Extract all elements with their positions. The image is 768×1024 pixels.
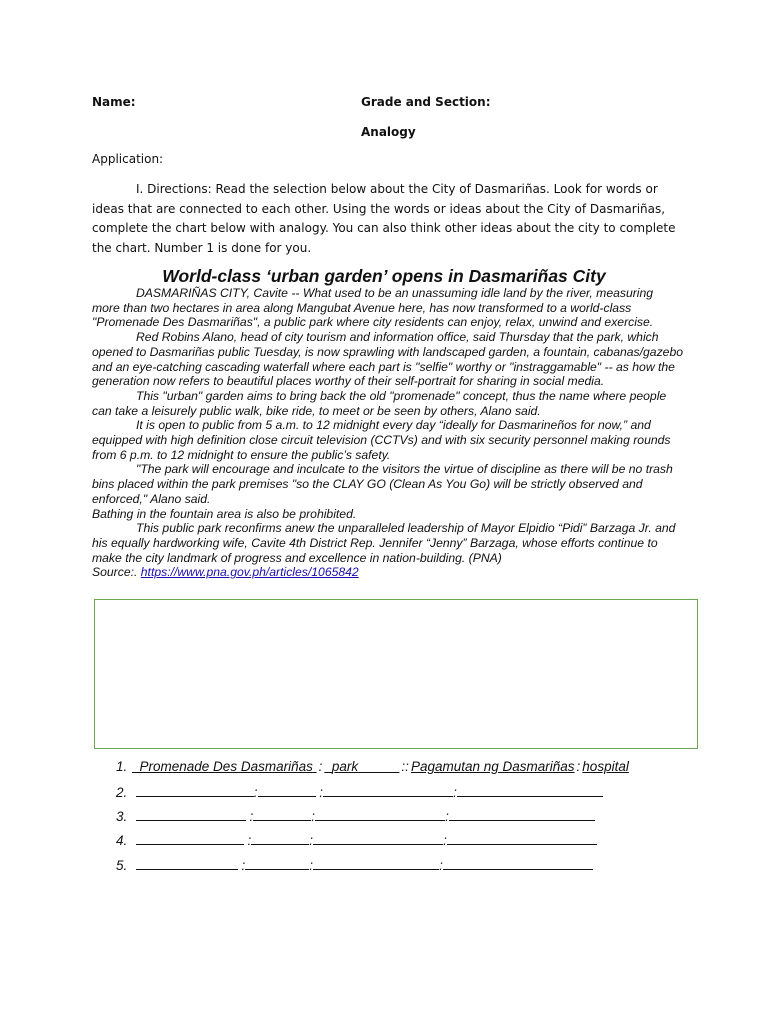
analogy-term-b: park (331, 759, 359, 774)
analogy-chart-box[interactable] (94, 599, 698, 749)
analogy-separator: : (318, 759, 323, 774)
analogy-row-2 (116, 784, 603, 800)
analogy-row-3 (116, 808, 595, 824)
answer-blank[interactable] (313, 832, 443, 845)
row-number: 1. (116, 759, 128, 774)
article-paragraph: This "urban" garden aims to bring back the old "promenade" concept, thus the name where people can take a leisurely public walk, bike ride, to meet or be seen by others, Alano said. (92, 388, 667, 418)
analogy-separator: : (576, 759, 581, 774)
analogy-separator: : (319, 785, 324, 800)
analogy-separator: : (249, 809, 254, 824)
row-number: 3. (116, 809, 128, 824)
row-number: 5. (116, 858, 128, 873)
grade-section-label: Grade and Section: (361, 95, 491, 109)
analogy-separator: : (253, 785, 258, 800)
analogy-term-d: hospital (582, 759, 629, 774)
article-paragraph: It is open to public from 5 a.m. to 12 midnight every day “ideally for Dasmarineños for now,” and equipped with high definition close circuit television (CCTVs) and with six security personnel making rounds from 6 p.m. to 12 midnight to ensure the public’s safety. (92, 418, 671, 462)
analogy-separator: :: (401, 759, 409, 774)
analogy-term-c: Pagamutan ng Dasmariñas (410, 759, 575, 774)
analogy-separator: : (309, 858, 314, 873)
row-number: 4. (116, 833, 128, 848)
answer-blank[interactable] (313, 857, 439, 870)
name-label: Name: (92, 95, 136, 109)
application-label: Application: (92, 152, 164, 166)
analogy-separator: : (309, 833, 314, 848)
answer-blank[interactable] (251, 832, 309, 845)
article-paragraph: This public park reconfirms anew the unparalleled leadership of Mayor Elpidio “Pidi” Barzaga Jr. and his equally hardworking wife, Cavite 4th District Rep. Jennifer “Jenny” Barzaga, whose efforts continue to make the city landmark of progress and excellence in nation-building. (PNA) (92, 521, 676, 565)
worksheet-title: Analogy (361, 125, 416, 139)
analogy-separator: : (439, 858, 443, 873)
answer-blank[interactable] (258, 784, 316, 797)
analogy-separator: : (443, 833, 447, 848)
analogy-separator: : (311, 809, 316, 824)
analogy-row-4 (116, 832, 597, 848)
source-link[interactable]: https://www.pna.gov.ph/articles/1065842 (140, 565, 359, 580)
analogy-separator: : (445, 809, 449, 824)
analogy-separator: : (247, 833, 252, 848)
row-number: 2. (116, 785, 128, 800)
answer-blank[interactable] (253, 808, 311, 821)
analogy-row-1 (116, 759, 629, 774)
analogy-row-5 (116, 857, 593, 873)
article-title: World-class ‘urban garden’ opens in Dasmariñas City (162, 266, 606, 286)
answer-blank[interactable] (136, 832, 244, 845)
analogy-separator: : (241, 858, 246, 873)
analogy-term-a: Promenade Des Dasmariñas (139, 759, 313, 774)
answer-blank[interactable] (136, 784, 254, 797)
answer-blank[interactable] (315, 808, 445, 821)
answer-blank[interactable] (447, 832, 597, 845)
answer-blank[interactable] (457, 784, 603, 797)
source-line (92, 565, 684, 580)
article-paragraph: DASMARIÑAS CITY, Cavite -- What used to be an unassuming idle land by the river, measuring more than two hectares in area along Mangubat Avenue here, has now transformed to a world-class "Promenade Des Dasmariñas", a public park where city residents can enjoy, relax, unwind and exercise. (92, 286, 654, 330)
answer-blank[interactable] (136, 808, 246, 821)
answer-blank[interactable] (449, 808, 595, 821)
answer-blank[interactable] (245, 857, 309, 870)
answer-blank[interactable] (443, 857, 593, 870)
directions-text: I. Directions: Read the selection below about the City of Dasmariñas. Look for words or ideas that are connected to each other. Using the words or ideas about the City of Dasmariñas, complete the chart below with analogy. You can also think other ideas about the city to complete the chart. Number 1 is done for you. (92, 182, 676, 255)
article-body (92, 286, 684, 580)
article-paragraph: Bathing in the fountain area is also be prohibited. (92, 506, 357, 521)
analogy-separator: : (453, 785, 457, 800)
source-label: Source:. (92, 565, 138, 580)
article-paragraph: Red Robins Alano, head of city tourism and information office, said Thursday that the park, which opened to Dasmariñas public Tuesday, is now sprawling with landscaped garden, a fountain, cabanas/gazebo and an eye-catching cascading waterfall where each part is "selfie" worthy or "instraggamable" -- as how the generation now refers to beautiful places worthy of their self-portrait for sharing in social media. (92, 330, 684, 389)
article-paragraph: "The park will encourage and inculcate to the visitors the virtue of discipline as there will be no trash bins placed within the park premises "so the CLAY GO (Clean As You Go) will be strictly observed and enforced," Alano said. (92, 462, 673, 506)
answer-blank[interactable] (136, 857, 238, 870)
answer-blank[interactable] (323, 784, 453, 797)
